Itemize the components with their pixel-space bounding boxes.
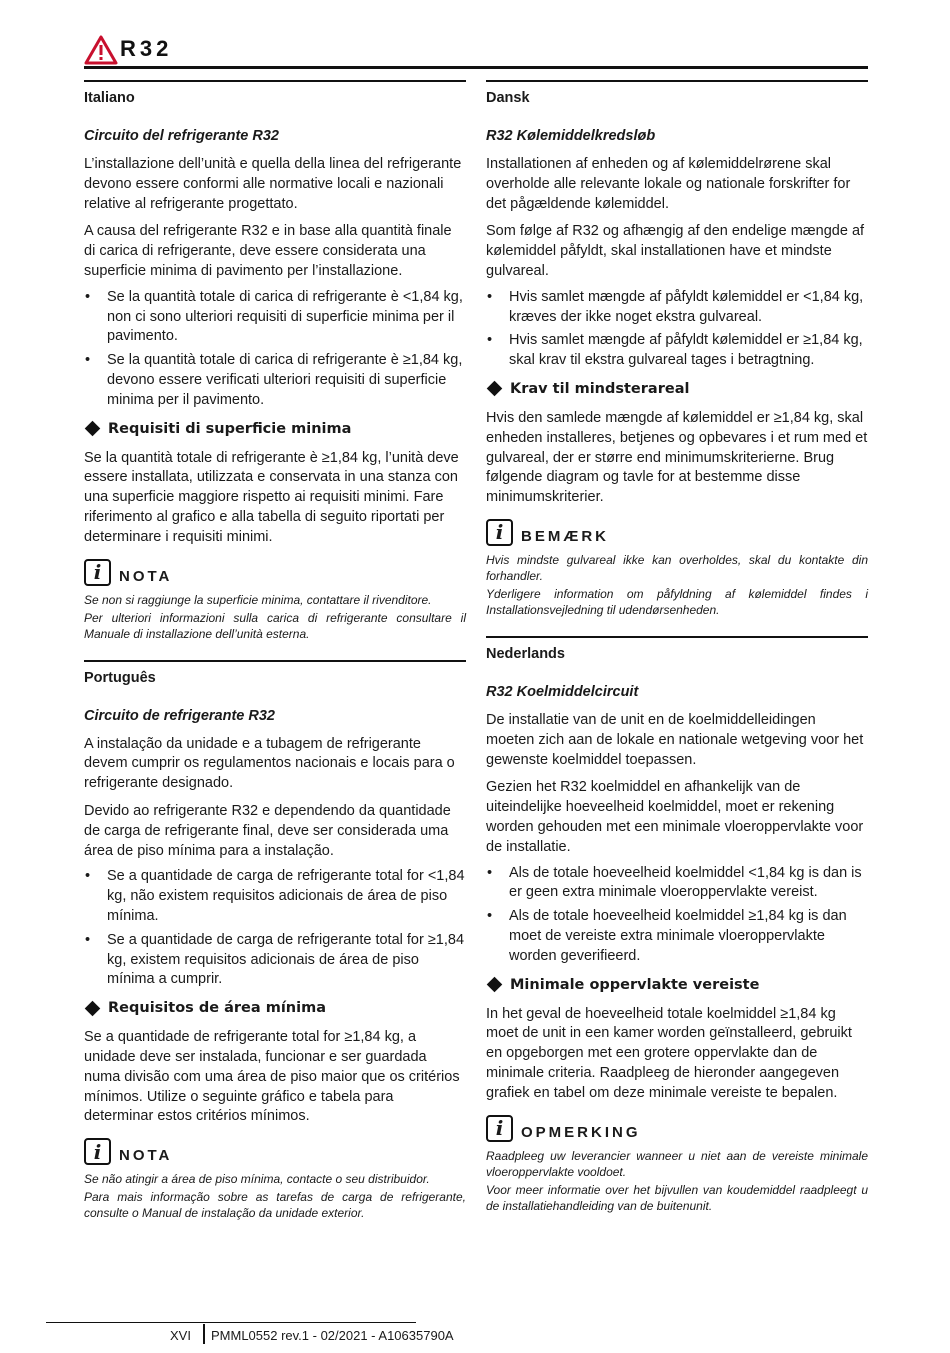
header-rule [84,66,868,69]
document-code: PMML0552 rev.1 - 02/2021 - A10635790A [211,1328,454,1343]
section-subtitle: Circuito del refrigerante R32 [84,128,279,144]
paragraph: A causa del refrigerante R32 e in base alla quantità finale di carica di refrigerante, deve essere considerata una superficie minima di pavimento per l’installazione. [84,223,452,279]
warning-triangle-icon [84,35,118,65]
info-icon: i [486,519,513,546]
list-item: • Hvis samlet mængde af påfyldt kølemiddel er ≥1,84 kg, skal krav til ekstra gulvareal tages i betragtning. [487,332,863,369]
section-nederlands [486,636,868,1214]
section-dansk [486,80,868,618]
list-item: • Hvis samlet mængde af påfyldt kølemiddel er <1,84 kg, kræves der ikke noget ekstra gulvareal. [487,288,864,325]
list-item: • Se la quantità totale di carica di refrigerante è ≥1,84 kg, devono essere verificati ulteriori requisiti di superficie minima per il pavimento. [85,352,463,408]
info-icon: i [84,559,111,586]
bullet-icon: • [85,288,91,305]
diamond-icon [85,421,101,437]
bullet-icon: • [487,288,493,305]
bullet-list [486,288,868,371]
paragraph: Devido ao refrigerante R32 e dependendo da quantidade de carga de refrigerante final, deve ser considerada uma área de piso mínima para a instalação. [84,802,451,859]
note-heading: i NOTA [84,556,466,586]
note-text: Raadpleeg uw leverancier wanneer u niet aan de vereiste minimale vloeroppervlakte vooldoet. [486,1148,868,1179]
diamond-icon [487,381,503,397]
language-heading: Dansk [486,90,530,106]
paragraph: Som følge af R32 og afhængig af den endelige mængde af kølemiddel påfyldt, skal installationen have et mindste gulvareal. [486,223,865,279]
bullet-icon: • [487,864,493,881]
requirement-heading: Requisiti di superficie minima [84,421,466,437]
page-footer [46,1322,466,1346]
diamond-icon [487,977,503,993]
paragraph: Se a quantidade de refrigerante total for ≥1,84 kg, a unidade deve ser instalada, funcionar e ser guardada numa divisão com uma área de piso maior que os critérios mínimos. Utilize o seguinte gráfico e tabela para determinar estos critérios mínimos. [84,1029,460,1125]
requirement-heading: Requisitos de área mínima [84,1000,466,1016]
note-text: Se não atingir a área de piso mínima, contacte o seu distribuidor. [84,1172,430,1187]
bullet-icon: • [85,931,91,948]
section-italiano [84,80,466,642]
bullet-icon: • [85,352,91,369]
paragraph: Se la quantità totale di refrigerante è ≥1,84 kg, l’unità deve essere installata, utilizzata e conservata in una stanza con una superficie maggiore rispetto ai requisiti minimi. Fare riferimento al grafico e alla tabella di seguito riportati per determinare i requisiti minimi. [84,449,459,545]
note-text: Hvis mindste gulvareal ikke kan overholdes, skal du kontakte din forhandler. [486,552,868,583]
footer-divider [203,1324,205,1344]
list-item: • Als de totale hoeveelheid koelmiddel ≥1,84 kg is dan moet de vereiste extra minimale vloeroppervlakte worden geverifieerd. [487,908,847,964]
page-header [84,32,868,70]
diamond-icon [85,1000,101,1016]
bullet-list [84,288,466,411]
paragraph: Gezien het R32 koelmiddel en afhankelijk van de uiteindelijke hoeveelheid koelmiddel, moet er rekening worden gehouden met een minimale vloeroppervlakte voor de installatie. [486,779,864,855]
left-column [84,80,466,1239]
right-column [486,80,868,1232]
paragraph: Installationen af enheden og af kølemiddelrørene skal overholde alle relevante lokale og nationale forskrifter for det pågældende kølemiddel. [486,156,851,212]
list-item: • Se a quantidade de carga de refrigerante total for ≥1,84 kg, existem requisitos adicionais de área de piso mínima a cumprir. [85,931,465,988]
language-heading: Português [84,669,156,686]
paragraph: Hvis den samlede mængde af kølemiddel er ≥1,84 kg, skal enheden installeres, betjenes og opbevares i et rum med et gulvareal, der er større end minimumskriterierne. Brug følgende diagram og tavle for at bestemme disse minimumskriterier. [486,409,868,506]
requirement-heading: Minimale oppervlakte vereiste [486,977,868,993]
note-text: Se non si raggiunge la superficie minima, contattare il rivenditore. [84,592,432,607]
section-portugues [84,660,466,1222]
info-icon: i [486,1115,513,1142]
list-item: • Als de totale hoeveelheid koelmiddel <1,84 kg is dan is er geen extra minimale vloeroppervlakte vereist. [487,864,862,901]
paragraph: De installatie van de unit en de koelmiddelleidingen moeten zich aan de lokale en nationale wetgeving voor het gewenste koelmiddel toepassen. [486,711,864,768]
list-item: • Se a quantidade de carga de refrigerante total for <1,84 kg, não existem requisitos adicionais de área de piso mínima. [85,868,465,924]
page-number: XVI [170,1328,191,1343]
section-subtitle: Circuito de refrigerante R32 [84,707,275,724]
paragraph: L’installazione dell’unità e quella della linea del refrigerante devono essere conformi alle normative locali e nazionali relative al refrigerante progettato. [84,156,462,212]
section-subtitle: R32 Kølemiddelkredsløb [486,128,656,144]
bullet-list [486,864,868,967]
paragraph: In het geval de hoeveelheid totale koelmiddel ≥1,84 kg moet de unit in een kamer worden geïnstalleerd, gebruikt en opgeborgen met een grotere oppervlakte dan de minimale criteria. Raadpleeg de hieronder aangegeven grafiek en tabel om deze minimale vereiste te bepalen. [486,1005,852,1101]
bullet-icon: • [487,908,493,925]
note-text: Per ulteriori informazioni sulla carica di refrigerante consultare il Manuale di installazione dell’unità esterna. [84,610,466,641]
note-heading: i NOTA [84,1135,466,1165]
paragraph: A instalação da unidade e a tubagem de refrigerante devem cumprir os regulamentos nacionais e locais para o refrigerante designado. [84,735,455,792]
bullet-icon: • [487,332,493,349]
brand-title: R32 [120,36,173,61]
info-icon: i [84,1138,111,1165]
bullet-icon: • [85,868,91,885]
requirement-heading: Krav til mindsterareal [486,381,868,397]
note-heading: i BEMÆRK [486,516,868,546]
note-text: Para mais informação sobre as tarefas de carga de refrigerante, consulte o Manual de instalação da unidade exterior. [84,1190,466,1221]
footer-rule [46,1322,416,1323]
note-text: Yderligere information om påfyldning af kølemiddel findes i Installationsvejledning til udendørsenheden. [486,586,868,617]
note-text: Voor meer informatie over het bijvullen van koudemiddel raadpleegt u de installatiehandleiding van de buitenunit. [486,1182,868,1213]
list-item: • Se la quantità totale di carica di refrigerante è <1,84 kg, non ci sono ulteriori requisiti di superficie minima per il pavimento. [85,288,463,345]
bullet-list [84,867,466,990]
language-heading: Nederlands [486,645,565,662]
section-subtitle: R32 Koelmiddelcircuit [486,683,639,700]
note-heading: i OPMERKING [486,1112,868,1142]
language-heading: Italiano [84,90,135,106]
